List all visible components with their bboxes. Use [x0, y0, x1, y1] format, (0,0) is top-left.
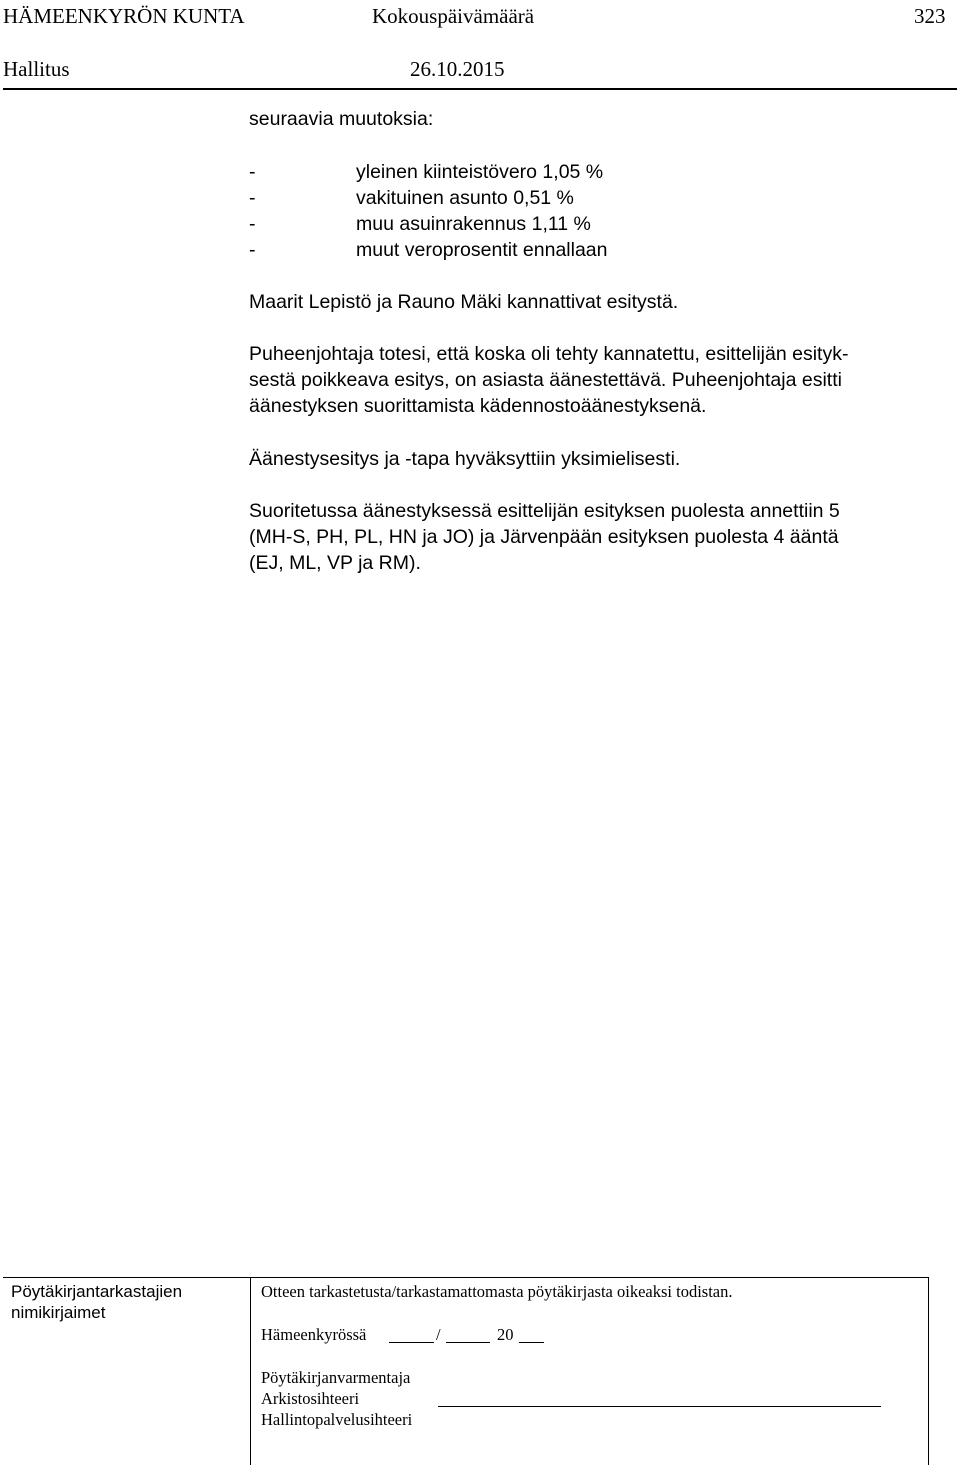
support-statement: Maarit Lepistö ja Rauno Mäki kannattivat esitystä.: [249, 291, 679, 313]
paragraph-line: (EJ, ML, VP ja RM).: [249, 552, 421, 574]
initials-label-2: nimikirjaimet: [11, 1303, 106, 1322]
footer-divider-right: [928, 1277, 929, 1465]
approval-statement: Äänestysesitys ja -tapa hyväksyttiin yksimielisesti.: [249, 448, 681, 470]
list-dash: -: [249, 239, 256, 261]
meeting-date-label: Kokouspäivämäärä: [372, 4, 535, 28]
list-item: vakituinen asunto 0,51 %: [356, 187, 574, 209]
list-dash: -: [249, 213, 256, 235]
chair-statement: [249, 341, 959, 419]
paragraph-line: sestä poikkeava esitys, on asiasta äänestettävä. Puheenjohtaja esitti: [249, 369, 842, 391]
paragraph-line: Puheenjohtaja totesi, että koska oli tehty kannatettu, esittelijän esityk-: [249, 343, 849, 365]
list-dash: -: [249, 161, 256, 183]
certification-text: Otteen tarkastetusta/tarkastamattomasta pöytäkirjasta oikeaksi todistan.: [261, 1282, 733, 1301]
role-admin-secretary: Hallintopalvelusihteeri: [261, 1410, 413, 1429]
paragraph-line: (MH-S, PH, PL, HN ja JO) ja Järvenpään esityksen puolesta 4 ääntä: [249, 526, 839, 548]
intro-text: seuraavia muutoksia:: [249, 108, 434, 130]
list-item: yleinen kiinteistövero 1,05 %: [356, 161, 604, 183]
page-number: 323: [914, 4, 946, 28]
role-verifier: Pöytäkirjanvarmentaja: [261, 1368, 411, 1387]
paragraph-line: Suoritetussa äänestyksessä esittelijän esityksen puolesta annettiin 5: [249, 500, 840, 522]
list-dash: -: [249, 187, 256, 209]
place-label: Hämeenkyrössä: [261, 1325, 367, 1344]
header-divider: [3, 88, 957, 90]
list-item: muu asuinrakennus 1,11 %: [356, 213, 591, 235]
board-name: Hallitus: [3, 57, 70, 81]
role-archive-secretary: Arkistosihteeri: [261, 1389, 360, 1408]
municipality-name: HÄMEENKYRÖN KUNTA: [3, 4, 245, 28]
initials-label: Pöytäkirjantarkastajien: [11, 1282, 183, 1301]
year-prefix: 20: [497, 1325, 514, 1344]
year-blank: [519, 1342, 544, 1343]
day-blank: [389, 1342, 434, 1343]
meeting-date: 26.10.2015: [410, 57, 505, 81]
list-item: muut veroprosentit ennallaan: [356, 239, 608, 261]
footer-divider-left: [250, 1277, 251, 1465]
footer-signature-box: [3, 1277, 928, 1466]
signature-line: [438, 1406, 881, 1407]
month-blank: [446, 1342, 490, 1343]
date-slash: /: [436, 1325, 441, 1344]
paragraph-line: äänestyksen suorittamista kädennostoäänestyksenä.: [249, 395, 707, 417]
vote-result: [249, 498, 959, 576]
